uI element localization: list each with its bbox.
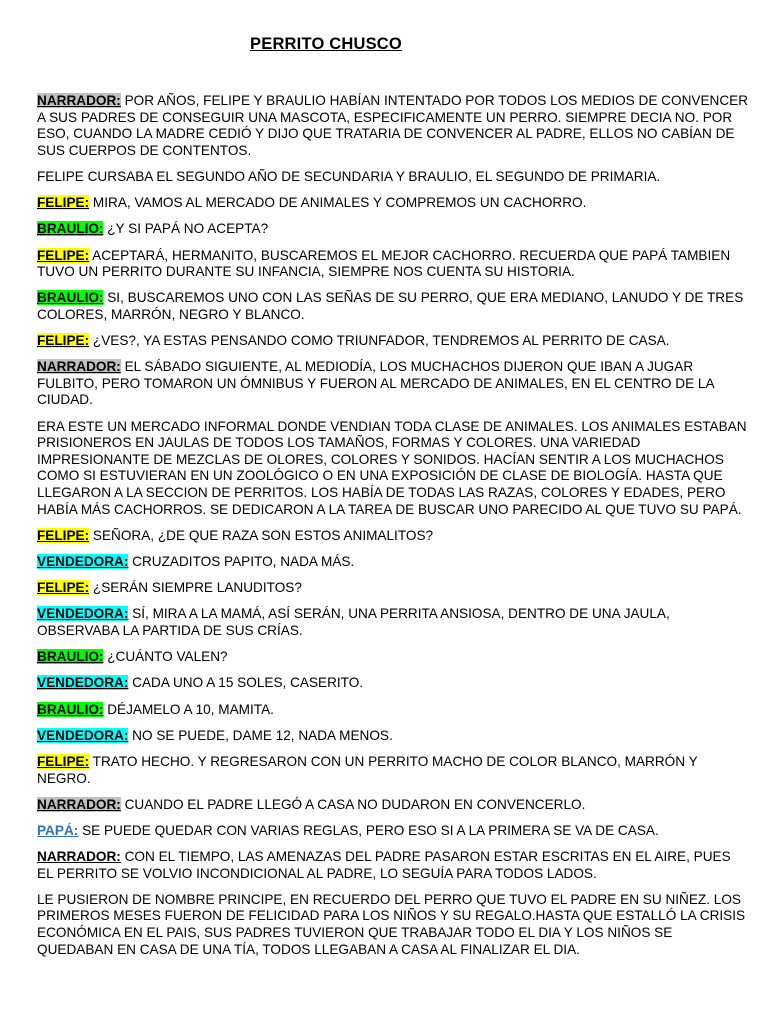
- speaker-label: PAPÁ:: [37, 822, 79, 838]
- paragraph-text: LE PUSIERON DE NOMBRE PRINCIPE, EN RECUERDO DEL PERRO QUE TUVO EL PADRE EN SU NIÑEZ. LOS PRIMEROS MESES FUERON DE FELICIDAD PARA LOS NIÑOS Y SU REGALO.HASTA QUE ESTALLÓ LA CRISIS ECONÓMICA EN EL PAIS, SUS PADRES TUVIERON QUE TRABAJAR TODO EL DIA Y LOS NIÑOS SE QUEDABAN EN CASA DE UNA TÍA, TODOS LLEGABAN A CASA AL FINALIZAR EL DIA.: [37, 891, 746, 957]
- paragraph: [37, 169, 749, 186]
- speaker-label: VENDEDORA:: [37, 554, 129, 569]
- speaker-label: FELIPE:: [37, 247, 90, 263]
- speaker-label: BRAULIO:: [37, 701, 104, 717]
- paragraph-text: ACEPTARÁ, HERMANITO, BUSCAREMOS EL MEJOR CACHORRO. RECUERDA QUE PAPÁ TAMBIEN TUVO UN PERRITO DURANTE SU INFANCIA, SIEMPRE NOS CUENTA SU HISTORIA.: [37, 247, 731, 280]
- paragraph: [37, 849, 749, 882]
- paragraph: [37, 195, 749, 212]
- paragraph: [37, 754, 749, 787]
- speaker-label: VENDEDORA:: [37, 727, 129, 743]
- paragraph-text: SI, BUSCAREMOS UNO CON LAS SEÑAS DE SU PERRO, QUE ERA MEDIANO, LANUDO Y DE TRES COLORES, MARRÓN, NEGRO Y BLANCO.: [37, 290, 744, 322]
- speaker-label: NARRADOR:: [37, 796, 121, 812]
- speaker-label: FELIPE:: [37, 580, 90, 596]
- paragraph-text: ¿CUÁNTO VALEN?: [103, 649, 228, 665]
- speaker-label: FELIPE:: [37, 195, 90, 211]
- paragraph-text: SÍ, MIRA A LA MAMÁ, ASÍ SERÁN, UNA PERRITA ANSIOSA, DENTRO DE UNA JAULA, OBSERVABA LA PARTIDA DE SUS CRÍAS.: [37, 606, 670, 638]
- speaker-label: NARRADOR:: [37, 849, 121, 865]
- paragraph: [37, 528, 749, 545]
- paragraph-text: POR AÑOS, FELIPE Y BRAULIO HABÍAN INTENTADO POR TODOS LOS MEDIOS DE CONVENCER A SUS PADRES DE CONSEGUIR UNA MASCOTA, ESPECIFICAMENTE UN PERRO. SIEMPRE DECIA NO. POR ESO, CUANDO LA MADRE CEDIÓ Y DIJO QUE TRATARIA DE CONVENCER AL PADRE, ELLOS NO CABÍAN DE SUS CUERPOS DE CONTENTOS.: [37, 93, 749, 158]
- speaker-label: VENDEDORA:: [37, 675, 129, 691]
- paragraph: [37, 606, 749, 639]
- paragraph-text: SEÑORA, ¿DE QUE RAZA SON ESTOS ANIMALITOS?: [89, 527, 434, 543]
- paragraph: [37, 823, 749, 840]
- paragraph-text: NO SE PUEDE, DAME 12, NADA MENOS.: [128, 727, 393, 743]
- speaker-label: BRAULIO:: [37, 221, 104, 237]
- paragraph: [37, 892, 749, 958]
- speaker-label: BRAULIO:: [37, 649, 104, 665]
- page-title: PERRITO CHUSCO: [250, 35, 402, 53]
- paragraph-text: CADA UNO A 15 SOLES, CASERITO.: [128, 675, 364, 691]
- paragraph: [37, 290, 749, 323]
- speaker-label: NARRADOR:: [37, 359, 121, 375]
- paragraph-text: ¿Y SI PAPÁ NO ACEPTA?: [103, 221, 269, 237]
- paragraph-text: ¿SERÁN SIEMPRE LANUDITOS?: [89, 580, 302, 596]
- speaker-label: BRAULIO:: [37, 290, 104, 306]
- paragraph-text: DÉJAMELO A 10, MAMITA.: [103, 701, 274, 717]
- paragraph: [37, 248, 749, 281]
- paragraph-text: EL SÁBADO SIGUIENTE, AL MEDIODÍA, LOS MUCHACHOS DIJERON QUE IBAN A JUGAR FULBITO, PERO TOMARON UN ÓMNIBUS Y FUERON AL MERCADO DE ANIMALES, EN EL CENTRO DE LA CIUDAD.: [37, 359, 714, 408]
- paragraph-text: CUANDO EL PADRE LLEGÓ A CASA NO DUDARON EN CONVENCERLO.: [120, 796, 586, 812]
- speaker-label: FELIPE:: [37, 753, 90, 769]
- speaker-label: NARRADOR:: [37, 93, 121, 108]
- paragraph: [37, 675, 749, 692]
- paragraph: [37, 419, 749, 519]
- paragraph: [37, 93, 749, 159]
- paragraph: [37, 221, 749, 238]
- paragraph: [37, 333, 749, 350]
- paragraph-text: CON EL TIEMPO, LAS AMENAZAS DEL PADRE PASARON ESTAR ESCRITAS EN EL AIRE, PUES EL PERRITO SE VOLVIO INCONDICIONAL AL PADRE, LO SEGUÍA PARA TODOS LADOS.: [37, 849, 731, 881]
- paragraph-text: MIRA, VAMOS AL MERCADO DE ANIMALES Y COMPREMOS UN CACHORRO.: [89, 195, 587, 211]
- paragraph: [37, 359, 749, 409]
- speaker-label: VENDEDORA:: [37, 606, 129, 622]
- document-body: [37, 93, 749, 968]
- paragraph: [37, 728, 749, 745]
- paragraph: [37, 797, 749, 814]
- paragraph-text: TRATO HECHO. Y REGRESARON CON UN PERRITO MACHO DE COLOR BLANCO, MARRÓN Y NEGRO.: [37, 753, 698, 786]
- paragraph: [37, 702, 749, 719]
- paragraph: [37, 580, 749, 597]
- paragraph-text: FELIPE CURSABA EL SEGUNDO AÑO DE SECUNDARIA Y BRAULIO, EL SEGUNDO DE PRIMARIA.: [37, 168, 661, 184]
- speaker-label: FELIPE:: [37, 333, 90, 349]
- paragraph-text: ¿VES?, YA ESTAS PENSANDO COMO TRIUNFADOR, TENDREMOS AL PERRITO DE CASA.: [89, 333, 670, 349]
- speaker-label: FELIPE:: [37, 527, 90, 543]
- paragraph: [37, 554, 749, 571]
- paragraph-text: CRUZADITOS PAPITO, NADA MÁS.: [128, 554, 355, 569]
- paragraph-text: ERA ESTE UN MERCADO INFORMAL DONDE VENDIAN TODA CLASE DE ANIMALES. LOS ANIMALES ESTABAN PRISIONEROS EN JAULAS DE TODOS LOS TAMAÑOS, FORMAS Y COLORES. UNA VARIEDAD IMPRESIONANTE DE MEZCLAS DE OLORES, COLORES Y SONIDOS. HACÍAN SENTIR A LOS MUCHACHOS COMO SI ESTUVIERAN EN UN ZOOLÓGICO O EN UNA EXPOSICIÓN DE CLASE DE BIOLOGÍA. HASTA QUE LLEGARON A LA SECCION DE PERRITOS. LOS HABÍA DE TODAS LAS RAZAS, COLORES Y EDADES, PERO HABÍA MÁS CACHORROS. SE DEDICARON A LA TAREA DE BUSCAR UNO PARECIDO AL QUE TUVO SU PAPÁ.: [37, 418, 747, 517]
- paragraph-text: SE PUEDE QUEDAR CON VARIAS REGLAS, PERO ESO SI A LA PRIMERA SE VA DE CASA.: [78, 822, 659, 838]
- paragraph: [37, 649, 749, 666]
